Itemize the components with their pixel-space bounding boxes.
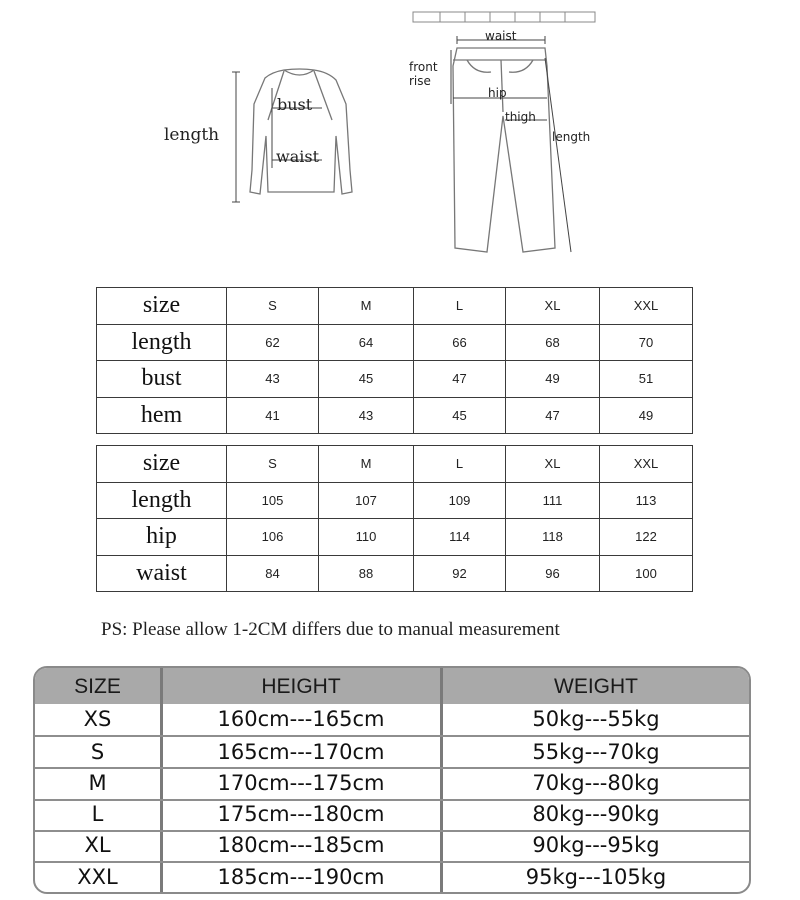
table-cell: 109 (414, 482, 506, 519)
table-cell: 96 (506, 555, 600, 592)
row-label: size (97, 288, 227, 325)
shirt-bust-label: bust (277, 95, 313, 114)
table-cell: XXL (600, 446, 693, 483)
shirt-waist-label: waist (276, 147, 319, 166)
pants-thigh-label: thigh (505, 110, 536, 124)
table-cell: XL (506, 446, 600, 483)
size-cell: XL (84, 833, 111, 857)
height-column-header: HEIGHT (261, 675, 341, 698)
weight-cell: 90kg---95kg (532, 833, 660, 857)
table-cell: 107 (319, 482, 414, 519)
row-label: hem (97, 397, 227, 434)
table-cell: M (319, 288, 414, 325)
table-cell: S (227, 288, 319, 325)
height-cell: 175cm---180cm (217, 802, 385, 826)
weight-cell: 80kg---90kg (532, 802, 660, 826)
row-label: hip (97, 519, 227, 556)
table-row (35, 737, 749, 768)
table-cell: 105 (227, 482, 319, 519)
size-cell: L (91, 802, 104, 826)
shirt-length-label: length (164, 125, 220, 145)
table-row (97, 555, 693, 592)
table-cell: 47 (506, 397, 600, 434)
table-cell: 70 (600, 324, 693, 361)
table-cell: 45 (414, 397, 506, 434)
shirt-diagram (150, 60, 370, 220)
pants-hip-label: hip (488, 86, 507, 100)
table-cell: 66 (414, 324, 506, 361)
table-cell: S (227, 446, 319, 483)
table-cell: XXL (600, 288, 693, 325)
row-label: waist (97, 555, 227, 592)
table-cell: 111 (506, 482, 600, 519)
weight-column-header: WEIGHT (554, 675, 638, 698)
weight-cell: 50kg---55kg (532, 707, 660, 731)
table-row (97, 519, 693, 556)
table-row (35, 799, 749, 830)
table-cell: 100 (600, 555, 693, 592)
weight-cell: 95kg---105kg (525, 865, 667, 889)
table-cell: 106 (227, 519, 319, 556)
table-row (35, 862, 749, 893)
table-cell: 62 (227, 324, 319, 361)
height-cell: 160cm---165cm (217, 707, 385, 731)
table-cell: 41 (227, 397, 319, 434)
table-cell: 118 (506, 519, 600, 556)
row-label: length (97, 482, 227, 519)
height-cell: 165cm---170cm (217, 740, 385, 764)
weight-cell: 70kg---80kg (532, 771, 660, 795)
pants-waist-label: waist (485, 29, 517, 43)
pants-front-rise-label: front rise (409, 60, 438, 88)
table-row (97, 482, 693, 519)
size-cell: XXL (77, 865, 118, 889)
table-cell: 114 (414, 519, 506, 556)
table-row (97, 288, 693, 325)
table-cell: 88 (319, 555, 414, 592)
table-cell: 84 (227, 555, 319, 592)
weight-cell: 55kg---70kg (532, 740, 660, 764)
height-cell: 170cm---175cm (217, 771, 385, 795)
row-label: length (97, 324, 227, 361)
row-label: bust (97, 361, 227, 398)
size-cell: S (90, 740, 105, 764)
height-cell: 185cm---190cm (217, 865, 385, 889)
table-row (97, 324, 693, 361)
pants-diagram (395, 8, 615, 263)
size-cell: M (88, 771, 107, 795)
table-cell: 68 (506, 324, 600, 361)
top-size-table (96, 287, 693, 434)
table-cell: M (319, 446, 414, 483)
size-column-header: SIZE (74, 675, 121, 698)
table-cell: 45 (319, 361, 414, 398)
row-label: size (97, 446, 227, 483)
table-cell: 110 (319, 519, 414, 556)
height-cell: 180cm---185cm (217, 833, 385, 857)
height-weight-size-chart (33, 666, 751, 894)
pants-length-label: length (552, 130, 591, 144)
table-cell: 122 (600, 519, 693, 556)
size-chart-header (35, 668, 749, 704)
table-row (35, 830, 749, 861)
table-cell: 92 (414, 555, 506, 592)
table-row (97, 446, 693, 483)
size-cell: XS (83, 707, 112, 731)
table-cell: L (414, 288, 506, 325)
table-row (97, 361, 693, 398)
table-cell: 43 (319, 397, 414, 434)
table-cell: 113 (600, 482, 693, 519)
table-cell: 64 (319, 324, 414, 361)
table-cell: 47 (414, 361, 506, 398)
table-cell: L (414, 446, 506, 483)
measurement-note: PS: Please allow 1-2CM differs due to manual measurement (101, 619, 560, 640)
table-cell: 51 (600, 361, 693, 398)
table-row (97, 397, 693, 434)
table-row (35, 768, 749, 799)
bottom-size-table (96, 445, 693, 592)
table-cell: 49 (506, 361, 600, 398)
table-row (35, 704, 749, 735)
table-cell: 49 (600, 397, 693, 434)
table-cell: XL (506, 288, 600, 325)
table-cell: 43 (227, 361, 319, 398)
